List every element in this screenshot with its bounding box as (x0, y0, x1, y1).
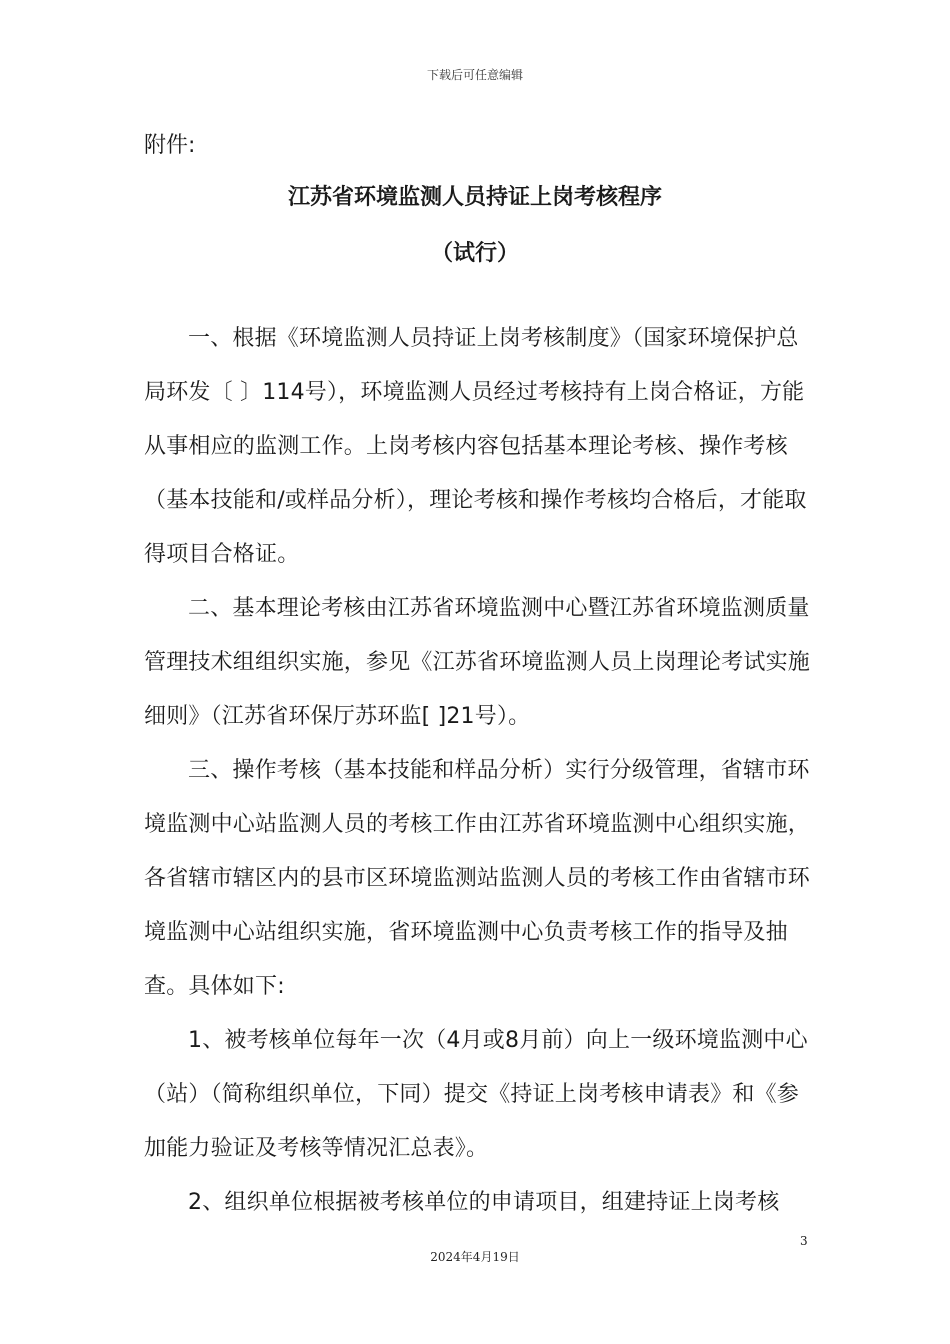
paragraph-4: 1、被考核单位每年一次（4月或8月前）向上一级环境监测中心（站）（简称组织单位，下同）提交《持证上岗考核申请表》和《参加能力验证及考核等情况汇总表》。 (144, 1028, 808, 1161)
document-title: 江苏省环境监测人员持证上岗考核程序 (287, 185, 662, 210)
footer-date: 2024年4月19日 (430, 1250, 520, 1264)
document-body (144, 312, 820, 1230)
paragraph-1: 一、根据《环境监测人员持证上岗考核制度》（国家环境保护总局环发〔 〕114号），环境监测人员经过考核持有上岗合格证，方能从事相应的监测工作。上岗考核内容包括基本理论考核、操作考核（基本技能和/或样品分析），理论考核和操作考核均合格后，才能取得项目合格证。 (144, 326, 807, 567)
page-number: 3 (800, 1234, 808, 1248)
paragraph-2: 二、基本理论考核由江苏省环境监测中心暨江苏省环境监测质量管理技术组组织实施，参见《江苏省环境监测人员上岗理论考试实施细则》（江苏省环保厅苏环监[ ]21号）。 (144, 596, 811, 729)
paragraph-3: 三、操作考核（基本技能和样品分析）实行分级管理，省辖市环境监测中心站监测人员的考核工作由江苏省环境监测中心组织实施，各省辖市辖区内的县市区环境监测站监测人员的考核工作由省辖市环境监测中心站组织实施，省环境监测中心负责考核工作的指导及抽查。具体如下: (144, 758, 811, 999)
header-note: 下载后可任意编辑 (426, 68, 523, 82)
paragraph-5: 2、组织单位根据被考核单位的申请项目，组建持证上岗考核 (188, 1190, 780, 1215)
attachment-label: 附件: (144, 133, 196, 158)
document-subtitle: （试行） (430, 241, 519, 266)
